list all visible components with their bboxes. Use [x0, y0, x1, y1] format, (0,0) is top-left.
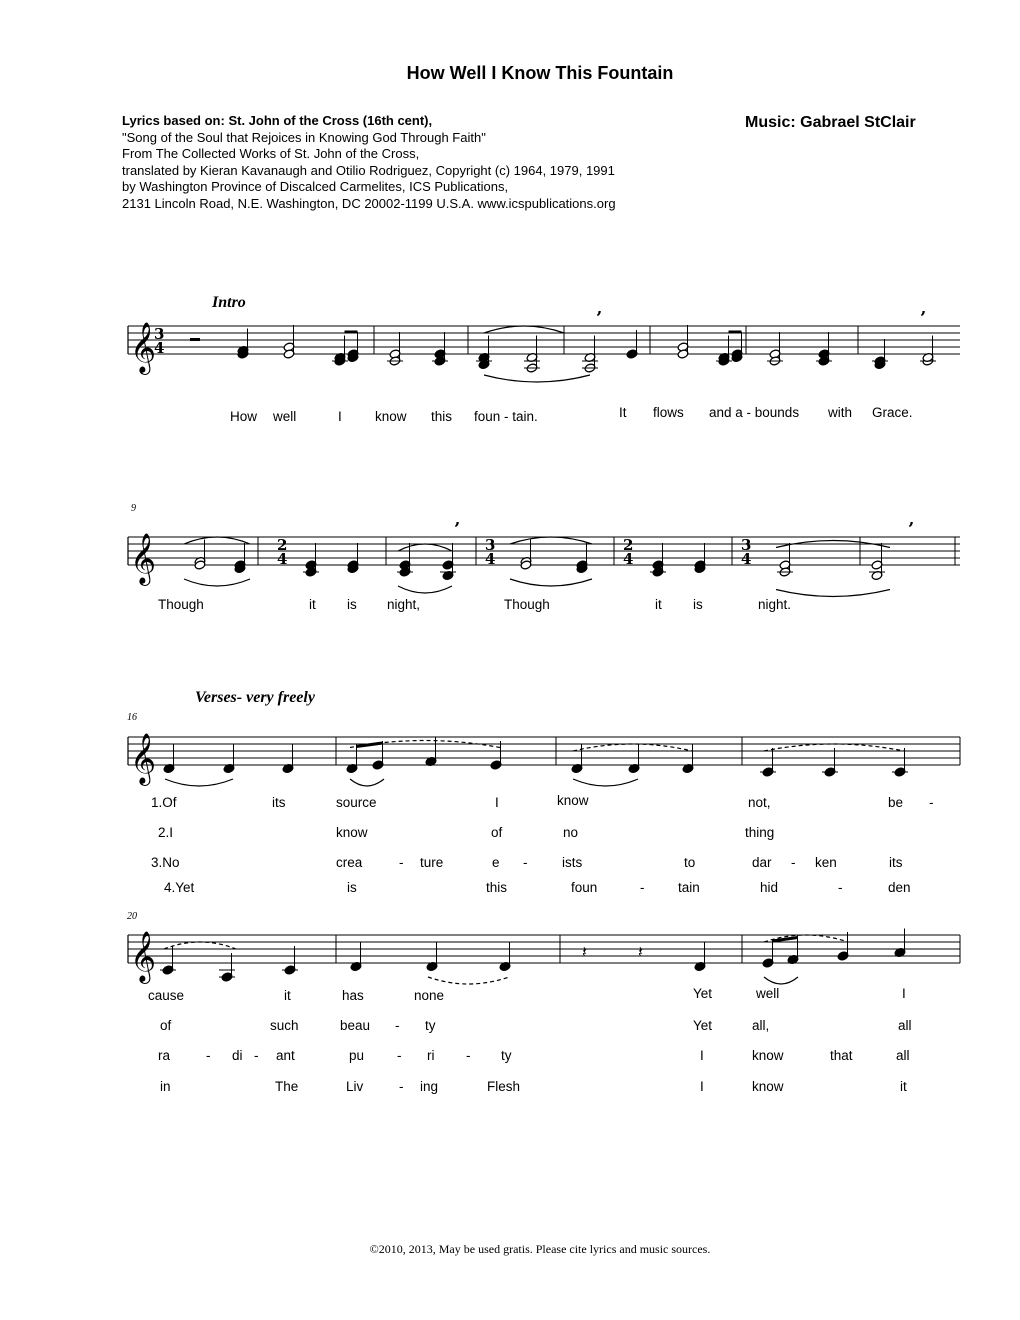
slur — [398, 586, 452, 593]
lyric-syllable: is — [693, 597, 703, 612]
lyric-syllable: it — [655, 597, 662, 612]
lyric-syllable: not, — [748, 795, 771, 810]
lyric-syllable: ty — [425, 1018, 436, 1033]
measure-number: 9 — [131, 503, 136, 514]
lyric-syllable: 1.Of — [151, 795, 177, 810]
lyric-syllable: Though — [504, 597, 550, 612]
time-signature: 3 — [485, 536, 496, 554]
breath-mark: ’ — [596, 308, 603, 329]
time-signature: 4 — [154, 339, 165, 357]
lyric-syllable: beau — [340, 1018, 371, 1033]
lyric-syllable: tain — [678, 880, 700, 895]
copyright-footer: ©2010, 2013, May be used gratis. Please cite lyrics and music sources. — [369, 1242, 711, 1256]
page-title: How Well I Know This Fountain — [406, 63, 674, 83]
slur — [164, 942, 236, 949]
slur — [184, 579, 250, 586]
breath-mark: ’ — [920, 308, 927, 329]
slur — [165, 779, 233, 786]
quarter-rest: 𝄽 — [582, 942, 587, 961]
treble-clef-icon: 𝄞 — [130, 322, 157, 373]
lyric-syllable: Yet — [693, 986, 713, 1001]
lyric-syllable: e — [492, 855, 500, 870]
credit-line: 2131 Lincoln Road, N.E. Washington, DC 20002-1199 U.S.A. www.icspublications.org — [122, 195, 616, 211]
lyric-syllable: all, — [752, 1018, 770, 1033]
lyric-syllable: source — [336, 795, 377, 810]
lyric-syllable: this — [486, 880, 508, 895]
lyric-syllable: in — [160, 1079, 171, 1094]
lyric-syllable: ri — [427, 1048, 435, 1063]
lyric-syllable: is — [347, 597, 357, 612]
slur — [350, 779, 384, 786]
lyric-syllable: Yet — [693, 1018, 713, 1033]
time-signature: 2 — [623, 536, 634, 554]
lyric-syllable: Grace. — [872, 405, 913, 420]
lyric-syllable: well — [756, 986, 780, 1001]
lyric-syllable: - — [929, 795, 934, 810]
lyric-syllable: ra — [158, 1048, 171, 1063]
slur — [484, 375, 590, 382]
lyric-syllable: - — [399, 1079, 404, 1094]
lyric-syllable: 3.No — [151, 855, 180, 870]
measure-number: 20 — [127, 911, 137, 922]
lyric-syllable: foun - tain. — [474, 409, 538, 424]
lyric-syllable: den — [888, 880, 911, 895]
time-signature: 4 — [623, 550, 634, 568]
slur — [573, 744, 692, 751]
breath-mark: ’ — [454, 519, 461, 540]
lyric-syllable: - — [523, 855, 528, 870]
lyric-syllable: - — [640, 880, 645, 895]
slur — [510, 579, 592, 586]
lyric-syllable: I — [495, 795, 499, 810]
lyric-syllable: Liv — [346, 1079, 364, 1094]
lyric-syllable: ists — [562, 855, 583, 870]
lyric-syllable: that — [830, 1048, 853, 1063]
lyric-syllable: with — [828, 405, 853, 420]
lyric-syllable: I — [700, 1048, 704, 1063]
lyric-syllable: and a - bounds — [709, 405, 800, 420]
lyric-syllable: ken — [815, 855, 837, 870]
credit-line: "Song of the Soul that Rejoices in Knowing God Through Faith" — [122, 129, 486, 145]
lyric-syllable: all — [896, 1048, 910, 1063]
lyric-syllable: it — [900, 1079, 907, 1094]
lyric-syllable: - — [254, 1048, 259, 1063]
time-signature: 2 — [277, 536, 288, 554]
lyric-syllable: - — [838, 880, 843, 895]
treble-clef-icon: 𝄞 — [130, 533, 157, 584]
lyric-syllable: know — [752, 1079, 784, 1094]
lyric-syllable: thing — [745, 825, 775, 840]
credit-line: Lyrics based on: St. John of the Cross (16th cent), — [122, 113, 433, 128]
lyric-syllable: - — [395, 1018, 400, 1033]
section-intro-label: Intro — [212, 294, 246, 311]
lyric-syllable: is — [347, 880, 357, 895]
lyric-syllable: - — [397, 1048, 402, 1063]
lyric-syllable: foun — [571, 880, 598, 895]
lyric-syllable: know — [752, 1048, 784, 1063]
slur — [398, 544, 452, 551]
lyric-syllable: this — [431, 409, 453, 424]
lyric-syllable: all — [898, 1018, 912, 1033]
slur — [776, 590, 890, 597]
slur — [484, 326, 564, 333]
lyric-syllable: of — [160, 1018, 172, 1033]
lyric-syllable: I — [902, 986, 906, 1001]
lyric-syllable: it — [309, 597, 316, 612]
lyric-syllable: know — [375, 409, 407, 424]
lyric-syllable: The — [275, 1079, 299, 1094]
section-verses-label: Verses- very freely — [195, 689, 315, 706]
time-signature: 3 — [741, 536, 752, 554]
lyric-syllable: night, — [387, 597, 421, 612]
lyric-syllable: it — [284, 988, 291, 1003]
lyric-syllable: know — [557, 793, 589, 808]
lyric-syllable: dar — [752, 855, 772, 870]
lyric-syllable: I — [700, 1079, 704, 1094]
lyric-syllable: di — [232, 1048, 243, 1063]
lyric-syllable: - — [206, 1048, 211, 1063]
lyric-syllable: has — [342, 988, 364, 1003]
lyric-syllable: ant — [276, 1048, 295, 1063]
lyric-syllable: pu — [349, 1048, 365, 1063]
lyric-syllable: to — [684, 855, 696, 870]
lyric-syllable: It — [619, 405, 627, 420]
lyric-syllable: 4.Yet — [164, 880, 195, 895]
treble-clef-icon: 𝄞 — [130, 931, 157, 982]
lyric-syllable: none — [414, 988, 445, 1003]
lyric-syllable: cause — [148, 988, 185, 1003]
credit-line: From The Collected Works of St. John of the Cross, — [122, 146, 420, 162]
treble-clef-icon: 𝄞 — [130, 733, 157, 784]
quarter-rest: 𝄽 — [638, 942, 643, 961]
lyric-syllable: such — [270, 1018, 299, 1033]
lyric-syllable: How — [230, 409, 258, 424]
lyric-syllable: hid — [760, 880, 779, 895]
half-rest — [190, 338, 200, 341]
slur — [764, 977, 798, 984]
lyric-syllable: of — [491, 825, 503, 840]
lyric-syllable: - — [399, 855, 404, 870]
slur — [428, 977, 509, 984]
lyric-syllable: well — [273, 409, 297, 424]
lyric-syllable: - — [791, 855, 796, 870]
credit-line: by Washington Province of Discalced Carmelites, ICS Publications, — [122, 179, 509, 195]
lyric-syllable: know — [336, 825, 368, 840]
lyric-syllable: no — [563, 825, 579, 840]
lyric-syllable: - — [466, 1048, 471, 1063]
time-signature: 4 — [741, 550, 752, 568]
lyric-syllable: ty — [501, 1048, 512, 1063]
lyric-syllable: its — [889, 855, 903, 870]
slur — [184, 537, 250, 544]
slur — [573, 779, 638, 786]
lyric-syllable: 2.I — [158, 825, 174, 840]
lyric-syllable: crea — [336, 855, 363, 870]
credit-line: translated by Kieran Kavanaugh and Otilio Rodriguez, Copyright (c) 1964, 1979, 1991 — [122, 162, 615, 178]
time-signature: 3 — [154, 325, 165, 343]
measure-number: 16 — [127, 712, 137, 723]
lyric-syllable: Flesh — [487, 1079, 521, 1094]
lyric-syllable: night. — [758, 597, 792, 612]
lyric-syllable: be — [888, 795, 904, 810]
lyric-syllable: I — [338, 409, 342, 424]
lyric-syllable: Though — [158, 597, 204, 612]
lyric-syllable: ture — [420, 855, 444, 870]
lyric-syllable: ing — [420, 1079, 439, 1094]
slur — [510, 537, 592, 544]
music-credit: Music: Gabrael StClair — [745, 114, 916, 131]
time-signature: 4 — [277, 550, 288, 568]
breath-mark: ’ — [908, 519, 915, 540]
time-signature: 4 — [485, 550, 496, 568]
lyric-syllable: its — [272, 795, 286, 810]
lyric-syllable: flows — [653, 405, 684, 420]
beam — [773, 938, 798, 942]
